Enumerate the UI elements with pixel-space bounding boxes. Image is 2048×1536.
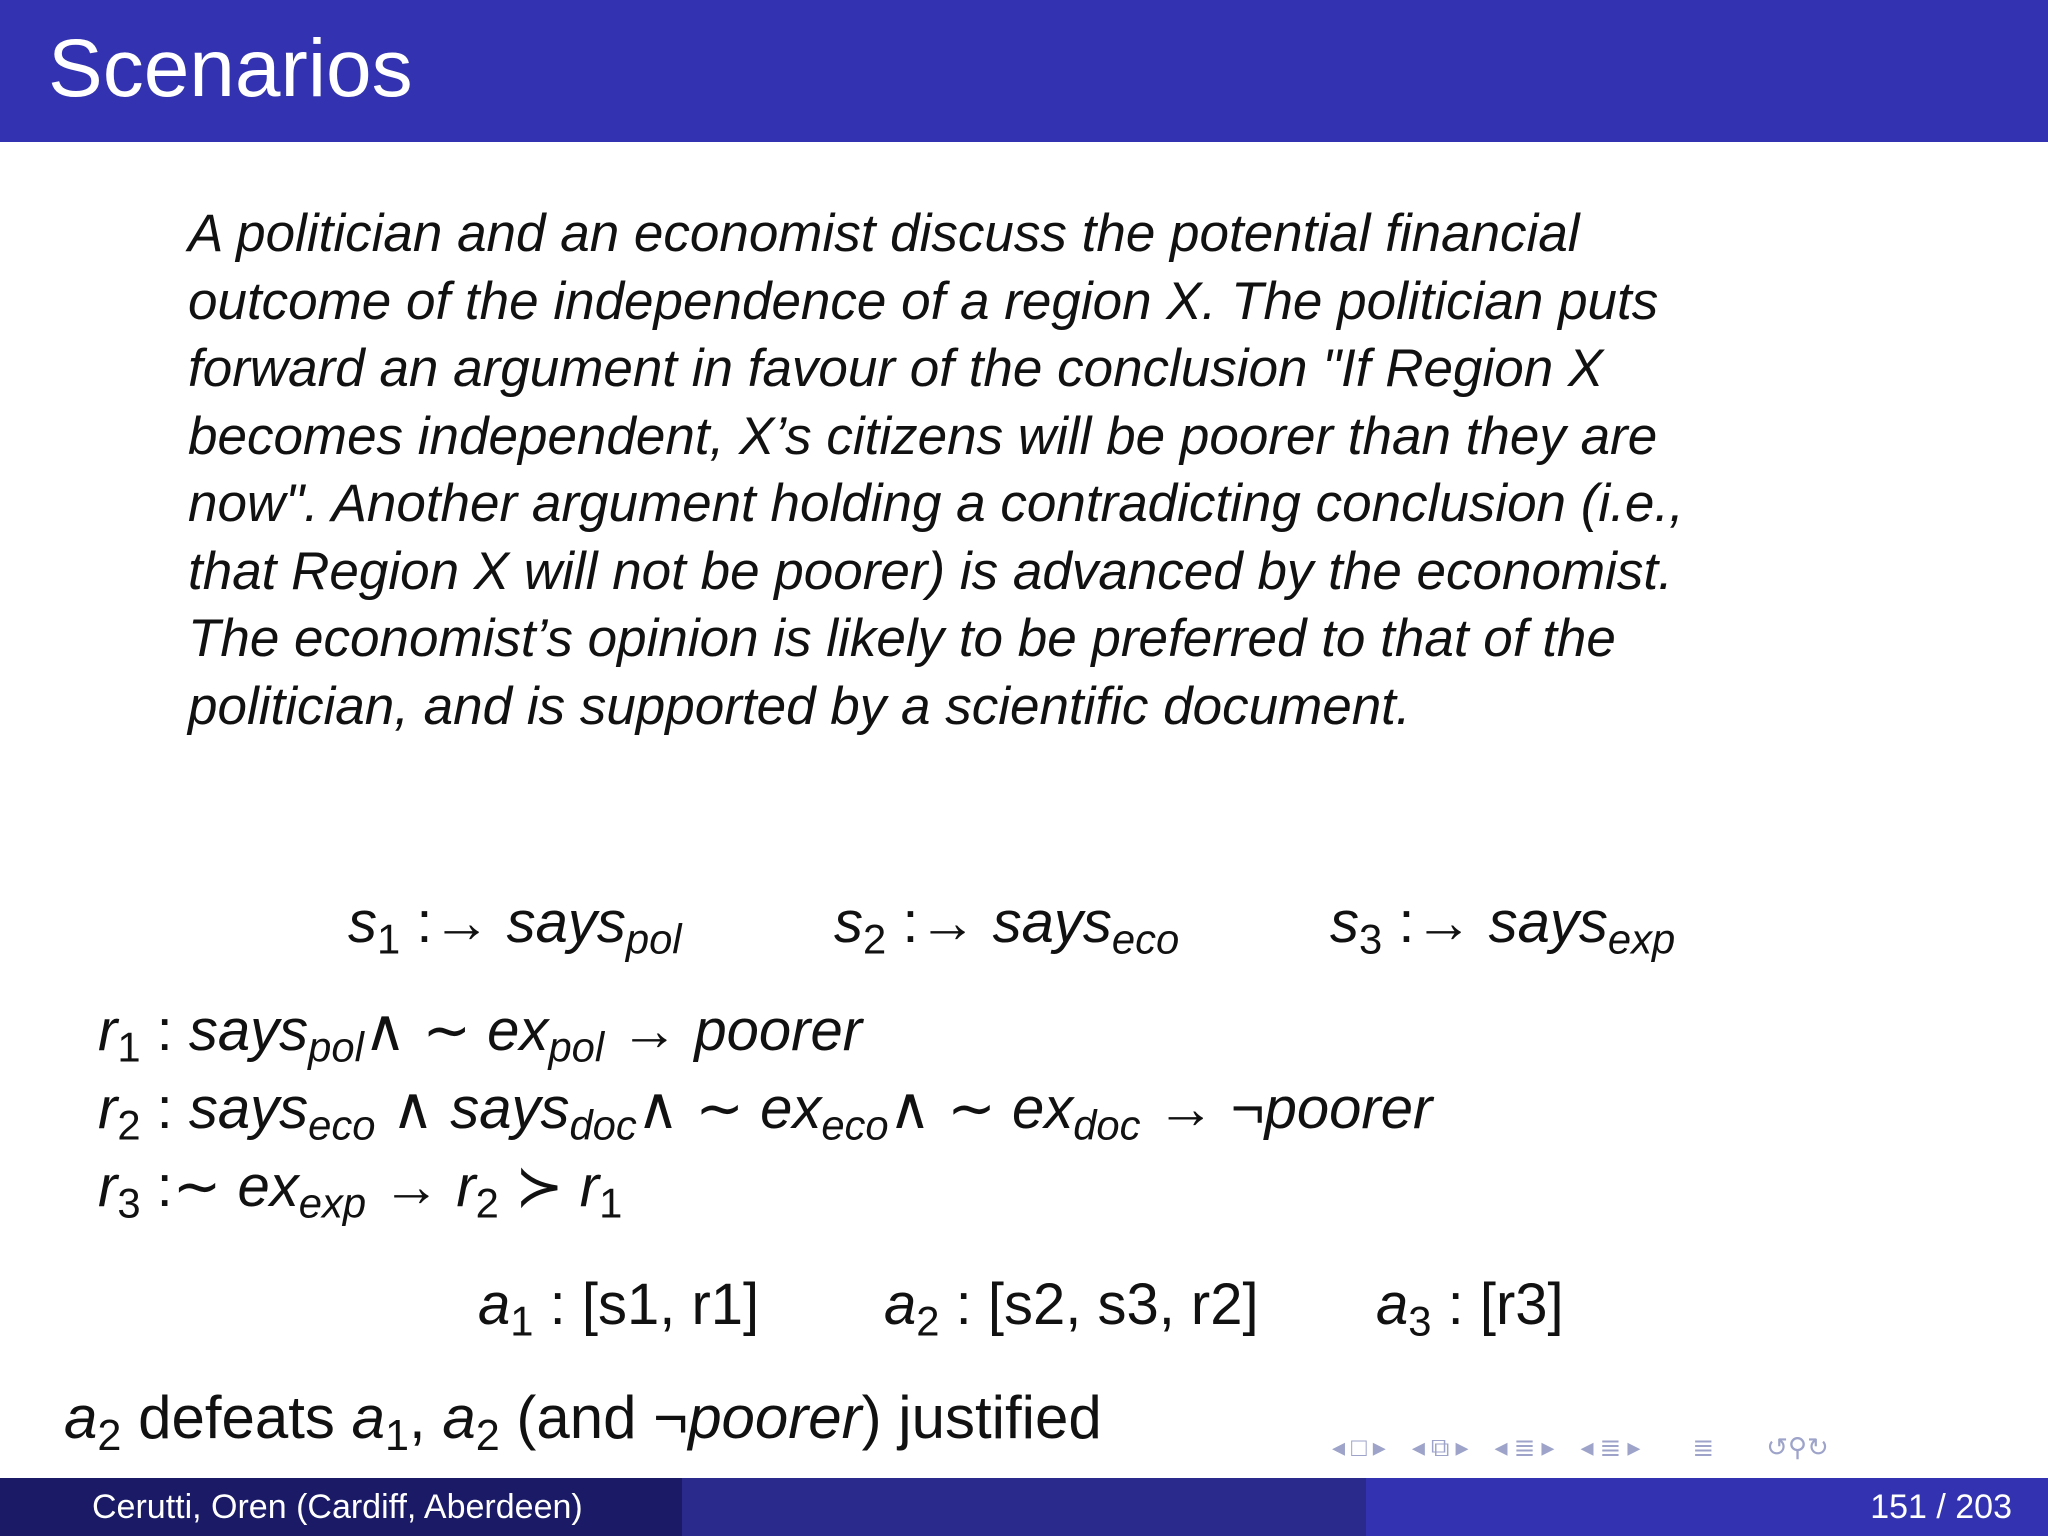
arrow-right-icon[interactable]: ▸ [1455, 1432, 1469, 1462]
paragraph-line: becomes independent, X’s citizens will be poorer than they are [188, 406, 1658, 466]
rule-r2: $r_2$ : says$_{eco}$ ∧ says$_{doc}$∧ ∼ $ex_{eco}\wedge$ ∼ $ex_{doc}$ → ¬poorer [98, 1076, 1433, 1149]
arrow-left-icon[interactable]: ◂ [1494, 1432, 1508, 1462]
rule-r1: $r_1$ : says$_{pol}$∧ ∼ $ex_{pol}$ → poorer [98, 998, 863, 1071]
title-bar [0, 0, 2048, 142]
paragraph-line: outcome of the independence of a region X. The politician puts [188, 271, 1659, 331]
arrow-left-icon[interactable]: ◂ [1332, 1432, 1346, 1462]
paragraph-line: The economist’s opinion is likely to be preferred to that of the [188, 609, 1616, 668]
footer-right [1366, 1478, 2048, 1536]
arrow-right-icon[interactable]: ▸ [1541, 1432, 1555, 1462]
section-icon[interactable]: ≣ [1599, 1432, 1622, 1462]
conclusion-line: $a_2$ defeats $a_1$, $a_2$ (and ¬poorer) justified [64, 1384, 1102, 1461]
arrow-right-icon[interactable]: ▸ [1372, 1432, 1386, 1462]
navigation-controls [1332, 1432, 1829, 1464]
paragraph-line: forward an argument in favour of the conclusion "If Region X [188, 339, 1604, 398]
footer-middle [682, 1478, 1366, 1536]
search-icon[interactable]: ↺⚲↻ [1766, 1432, 1829, 1462]
subsection-icon[interactable]: ⧉ [1430, 1432, 1450, 1462]
paragraph-line: that Region X will not be poorer) is advanced by the economist. [188, 541, 1673, 601]
frame-icon[interactable]: □ [1351, 1432, 1367, 1462]
align-icon[interactable]: ≣ [1692, 1432, 1715, 1462]
arrow-left-icon[interactable]: ◂ [1580, 1432, 1594, 1462]
arrow-right-icon[interactable]: ▸ [1627, 1432, 1641, 1462]
footer-authors: Cerutti, Oren (Cardiff, Aberdeen) [92, 1488, 583, 1526]
paragraph-line: now". Another argument holding a contradicting conclusion (i.e., [188, 474, 1684, 533]
rule-r3: $r_3$ :∼ $ex_{exp} \to r_2$ ≻ $r_1$ [98, 1154, 623, 1227]
paragraph-line: politician, and is supported by a scientific document. [188, 676, 1411, 736]
premise-s1: $s_1$ :→ says$_{pol}$ [348, 890, 682, 963]
slide-title: Scenarios [48, 23, 413, 114]
argument-a3: $a_3$ : [r3] [1376, 1272, 1564, 1345]
page-counter: 151 / 203 [1870, 1488, 2012, 1526]
argument-a2: $a_2$ : [s2, s3, r2] [884, 1272, 1259, 1345]
section-icon[interactable]: ≣ [1513, 1432, 1536, 1462]
premise-s3: $s_3$ :→ says$_{exp}$ [1330, 890, 1676, 963]
scenario-paragraph [188, 200, 1828, 740]
argument-a1: $a_1$ : [s1, r1] [478, 1272, 760, 1345]
premise-s2: $s_2$ :→ says$_{eco}$ [834, 890, 1180, 963]
footer-bar [0, 1478, 2048, 1536]
footer-left [0, 1478, 682, 1536]
arrow-left-icon[interactable]: ◂ [1411, 1432, 1425, 1462]
paragraph-line: A politician and an economist discuss the potential financial [188, 204, 1580, 263]
